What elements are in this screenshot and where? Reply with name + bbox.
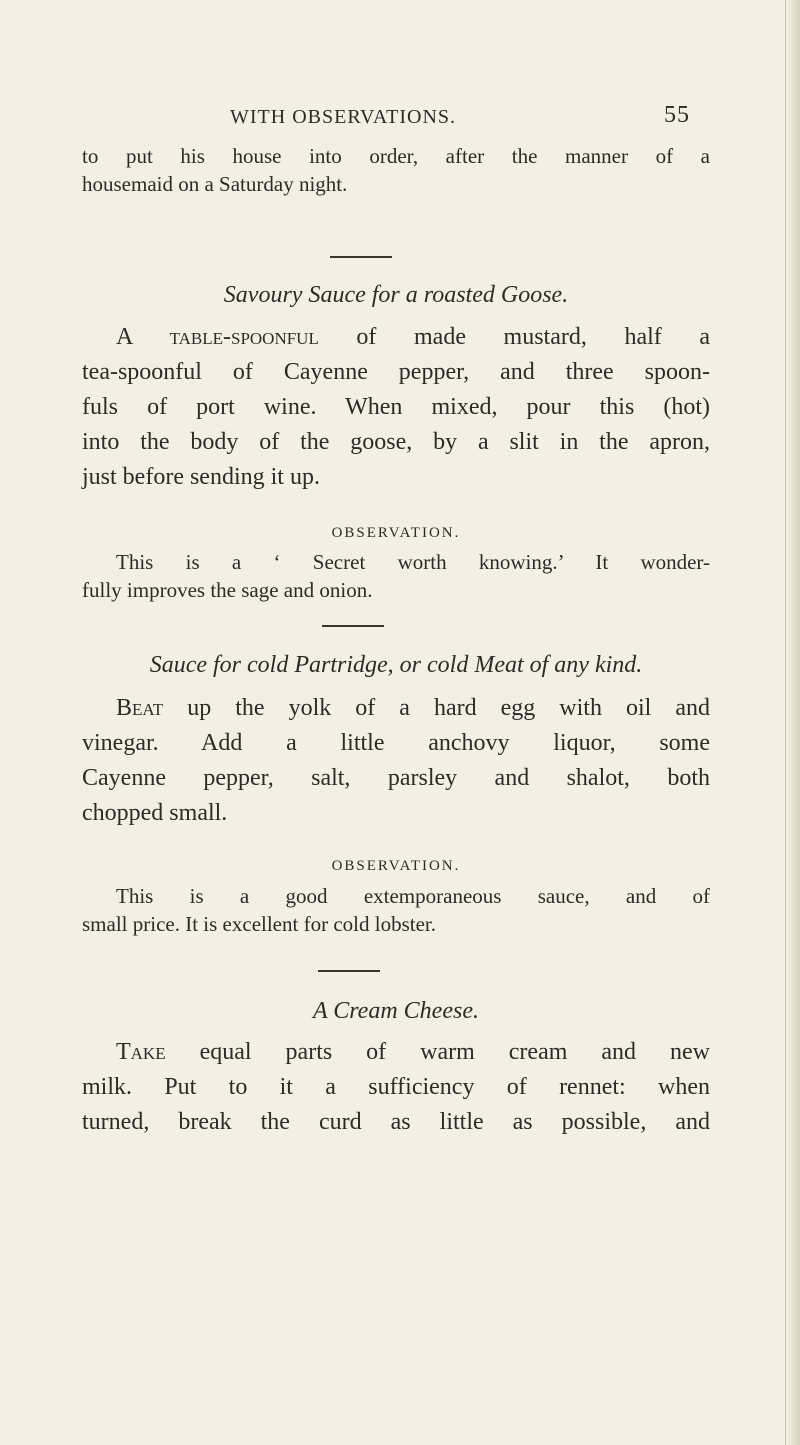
recipe-line <box>82 1035 710 1070</box>
recipe-line: turned, break the curd as little as possible, and <box>82 1109 710 1135</box>
recipe-body <box>82 320 710 495</box>
page-number: 55 <box>664 102 690 128</box>
recipe-title: Sauce for cold Partridge, or cold Meat of any kind. <box>149 652 643 678</box>
recipe-title: Savoury Sauce for a roasted Goose. <box>223 282 569 308</box>
recipe-first-word: A table-spoonful <box>116 324 319 350</box>
page-edge <box>785 0 800 1445</box>
recipe-line <box>82 320 710 355</box>
section-rule <box>330 256 392 258</box>
recipe-line: fuls of port wine. When mixed, pour this (hot) <box>82 394 710 420</box>
observation-heading: OBSERVATION. <box>331 525 461 541</box>
observation-body <box>82 548 710 604</box>
recipe-line: just before sending it up. <box>82 464 320 490</box>
recipe-body <box>82 1035 710 1140</box>
recipe-line-rest: up the yolk of a hard egg with oil and <box>163 695 710 721</box>
recipe-line: Cayenne pepper, salt, parsley and shalot, both <box>82 765 710 791</box>
recipe-line: tea-spoonful of Cayenne pepper, and three spoon- <box>82 359 710 385</box>
recipe-body <box>82 691 710 831</box>
observation-line: fully improves the sage and onion. <box>82 578 373 602</box>
recipe-line: chopped small. <box>82 800 228 826</box>
recipe-first-word: Beat <box>116 695 164 721</box>
recipe-line <box>82 691 710 726</box>
recipe-line: milk. Put to it a sufficiency of rennet: when <box>82 1074 710 1100</box>
recipe-line-rest: of made mustard, half a <box>318 324 710 350</box>
section-rule <box>322 625 384 627</box>
intro-paragraph <box>82 142 710 198</box>
recipe-line: vinegar. Add a little anchovy liquor, some <box>82 730 710 756</box>
running-head-title: WITH OBSERVATIONS. <box>230 106 457 128</box>
recipe-title: A Cream Cheese. <box>313 998 479 1024</box>
observation-line: small price. It is excellent for cold lobster. <box>82 912 436 936</box>
observation-body <box>82 882 710 938</box>
observation-line: This is a good extemporaneous sauce, and of <box>116 884 710 908</box>
recipe-line: into the body of the goose, by a slit in the apron, <box>82 429 710 455</box>
recipe-first-word: Take <box>116 1039 166 1065</box>
section-rule <box>318 970 380 972</box>
intro-line: to put his house into order, after the manner of a <box>82 144 710 168</box>
observation-heading: OBSERVATION. <box>331 858 461 874</box>
intro-line: housemaid on a Saturday night. <box>82 172 348 196</box>
recipe-line-rest: equal parts of warm cream and new <box>165 1039 710 1065</box>
observation-line: This is a ‘ Secret worth knowing.’ It wonder- <box>116 550 710 574</box>
